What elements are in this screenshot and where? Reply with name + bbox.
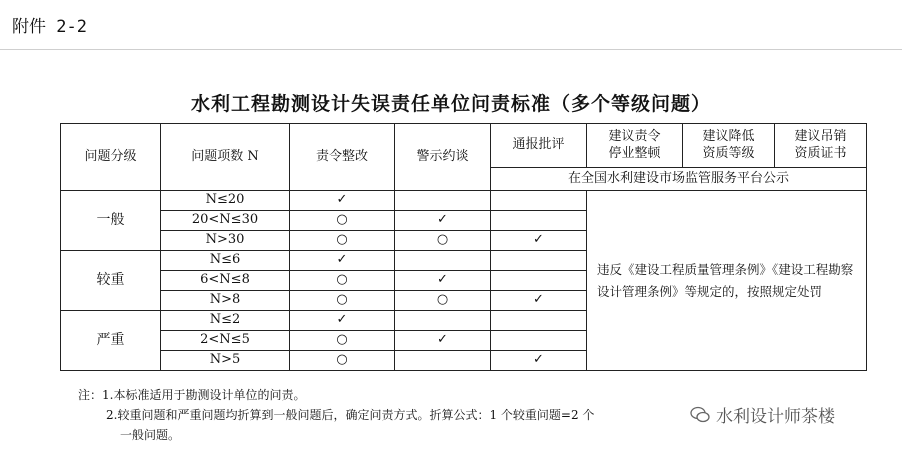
note-1: 注：1.本标准适用于勘测设计单位的问责。 (78, 388, 306, 402)
mark-rectify: ○ (290, 231, 395, 251)
mark-warning-talk: ✓ (395, 331, 491, 351)
note-2: 2.较重问题和严重问题均折算到一般问题后，确定问责方式。折算公式：1 个较重问题=2 个 (106, 408, 595, 422)
count-cell: 2<N≤5 (161, 331, 290, 351)
mark-rectify: ○ (290, 291, 395, 311)
footnotes (78, 385, 594, 445)
mark-warning-talk (395, 351, 491, 371)
mark-circulate-criticism (491, 311, 587, 331)
header-count: 问题项数 N (161, 124, 290, 191)
mark-circulate-criticism: ✓ (491, 231, 587, 251)
count-cell: N≤20 (161, 191, 290, 211)
mark-warning-talk: ○ (395, 231, 491, 251)
count-cell: N>5 (161, 351, 290, 371)
count-cell: N>8 (161, 291, 290, 311)
count-cell: 20<N≤30 (161, 211, 290, 231)
mark-rectify: ○ (290, 211, 395, 231)
mark-warning-talk (395, 191, 491, 211)
level-general: 一般 (61, 191, 161, 251)
top-divider (0, 49, 902, 50)
header-warning-talk: 警示约谈 (395, 124, 491, 191)
mark-circulate-criticism: ✓ (491, 351, 587, 371)
count-cell: N>30 (161, 231, 290, 251)
mark-rectify: ✓ (290, 191, 395, 211)
mark-circulate-criticism (491, 211, 587, 231)
watermark-text: 水利设计师茶楼 (716, 407, 835, 427)
mark-rectify: ✓ (290, 311, 395, 331)
header-level: 问题分级 (61, 124, 161, 191)
note-2-continued: 一般问题。 (120, 428, 181, 442)
mark-circulate-criticism: ✓ (491, 291, 587, 311)
mark-circulate-criticism (491, 271, 587, 291)
chat-bubble-icon (690, 406, 710, 424)
header-circulate-criticism: 通报批评 (491, 124, 587, 168)
count-cell: N≤6 (161, 251, 290, 271)
level-severe: 严重 (61, 311, 161, 371)
mark-warning-talk (395, 251, 491, 271)
mark-warning-talk: ✓ (395, 271, 491, 291)
mark-rectify: ○ (290, 271, 395, 291)
mark-circulate-criticism (491, 251, 587, 271)
watermark (690, 402, 835, 427)
penalty-text: 违反《建设工程质量管理条例》《建设工程勘察设计管理条例》等规定的，按照规定处罚 (587, 191, 867, 371)
mark-circulate-criticism (491, 191, 587, 211)
mark-warning-talk: ✓ (395, 211, 491, 231)
level-serious: 较重 (61, 251, 161, 311)
mark-warning-talk: ○ (395, 291, 491, 311)
mark-rectify: ○ (290, 331, 395, 351)
count-cell: N≤2 (161, 311, 290, 331)
header-downgrade-qualification: 建议降低 资质等级 (683, 124, 775, 168)
header-platform-publicity: 在全国水利建设市场监管服务平台公示 (491, 168, 867, 191)
header-suspend-business: 建议责令 停业整顿 (587, 124, 683, 168)
mark-rectify: ○ (290, 351, 395, 371)
mark-rectify: ✓ (290, 251, 395, 271)
header-revoke-certificate: 建议吊销 资质证书 (775, 124, 867, 168)
annex-label: 附件 2-2 (12, 17, 87, 37)
count-cell: 6<N≤8 (161, 271, 290, 291)
accountability-table (60, 123, 867, 371)
mark-warning-talk (395, 311, 491, 331)
mark-circulate-criticism (491, 331, 587, 351)
page-title: 水利工程勘测设计失误责任单位问责标准（多个等级问题） (190, 93, 711, 115)
header-rectify: 责令整改 (290, 124, 395, 191)
